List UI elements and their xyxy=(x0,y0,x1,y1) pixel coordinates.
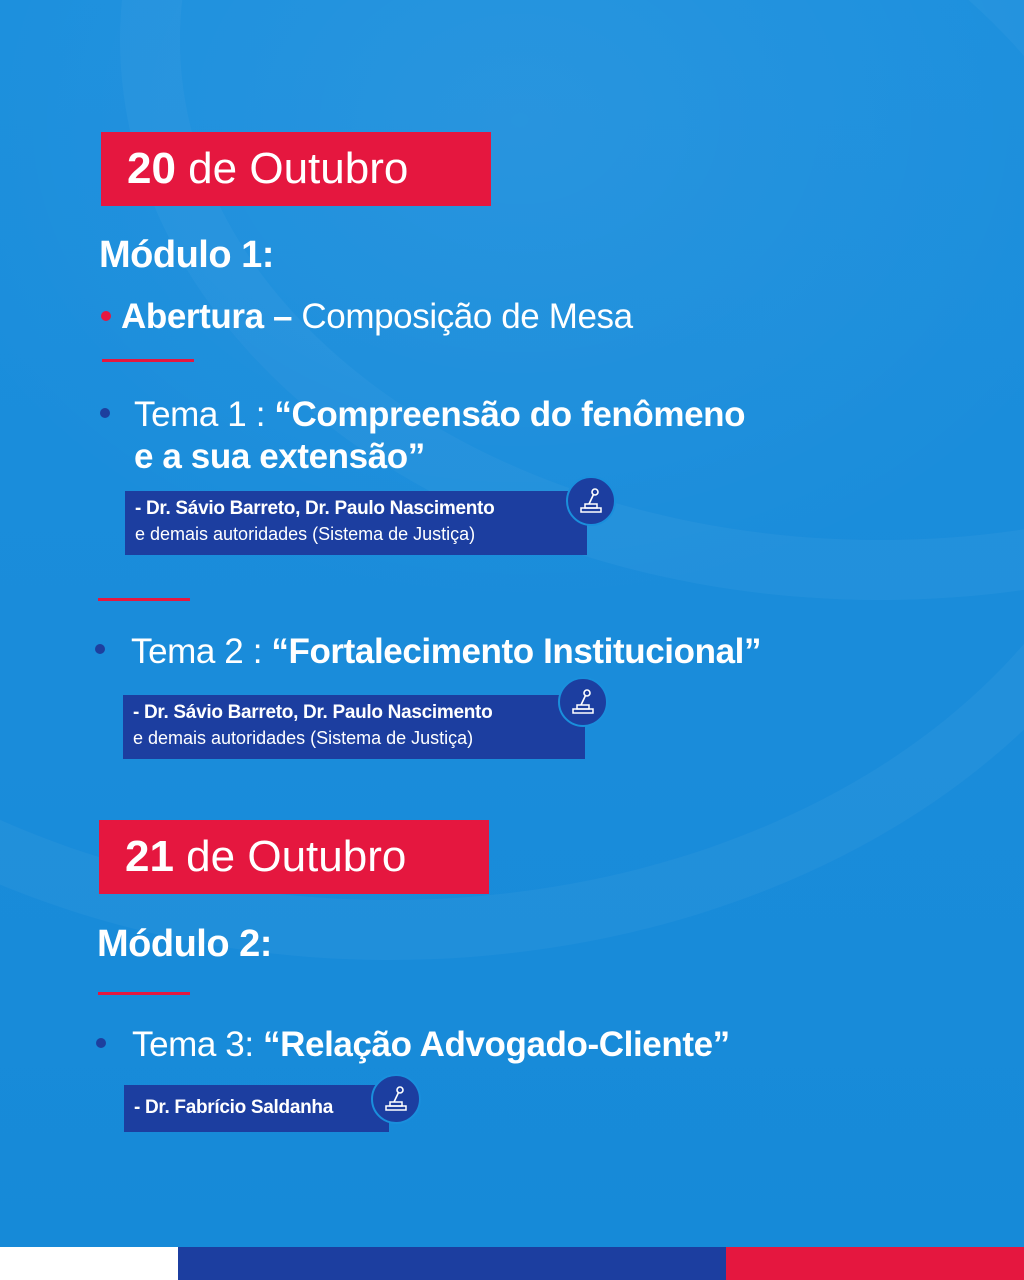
tema2-title-text: “Fortalecimento Institucional” xyxy=(271,632,762,671)
tema2-speakers-sub: e demais autoridades (Sistema de Justiça) xyxy=(133,728,474,748)
microphone-podium-icon xyxy=(566,476,616,526)
section-divider xyxy=(98,992,190,995)
bullet-dot xyxy=(96,1038,106,1048)
tema1-speakers-sub: e demais autoridades (Sistema de Justiça) xyxy=(135,524,476,544)
tema3-title-text: “Relação Advogado-Cliente” xyxy=(263,1025,730,1064)
tema2-title xyxy=(131,632,761,672)
tema1-title-line1: “Compreensão do fenômeno xyxy=(274,395,746,434)
section-divider xyxy=(102,359,194,362)
tema3-speakers-box xyxy=(124,1085,389,1132)
tema1-prefix: Tema 1 : xyxy=(134,395,275,434)
module-2-title: Módulo 2: xyxy=(97,923,272,965)
tema3-prefix: Tema 3: xyxy=(132,1025,264,1064)
bullet-dot xyxy=(100,408,110,418)
date-month-text: de Outubro xyxy=(173,832,407,881)
tema3-speakers: - Dr. Fabrício Saldanha xyxy=(134,1097,333,1118)
opening-label: Abertura – xyxy=(121,297,293,336)
tema3-title xyxy=(132,1025,730,1065)
footer-stripe-blue xyxy=(178,1247,726,1280)
date-banner-day2 xyxy=(99,820,489,894)
tema1-speakers-box xyxy=(125,491,587,555)
tema2-prefix: Tema 2 : xyxy=(131,632,272,671)
tema1-title xyxy=(134,394,745,478)
opening-line xyxy=(121,297,633,337)
tema2-speakers-box xyxy=(123,695,585,759)
tema1-speakers: - Dr. Sávio Barreto, Dr. Paulo Nascimento xyxy=(135,498,495,519)
section-divider xyxy=(98,598,190,601)
opening-description: Composição de Mesa xyxy=(292,297,633,336)
microphone-podium-icon xyxy=(558,677,608,727)
tema2-speakers: - Dr. Sávio Barreto, Dr. Paulo Nascimento xyxy=(133,702,493,723)
date-month-text: de Outubro xyxy=(175,144,409,193)
tema1-title-line2: e a sua extensão” xyxy=(134,437,425,476)
date-day-number: 21 xyxy=(125,832,174,881)
date-day-number: 20 xyxy=(127,144,176,193)
date-banner-day1 xyxy=(101,132,491,206)
footer-stripe-white xyxy=(0,1247,178,1280)
footer-stripe-red xyxy=(726,1247,1024,1280)
bullet-dot xyxy=(95,644,105,654)
microphone-podium-icon xyxy=(371,1074,421,1124)
module-1-title: Módulo 1: xyxy=(99,234,274,276)
bullet-dot xyxy=(101,311,111,321)
